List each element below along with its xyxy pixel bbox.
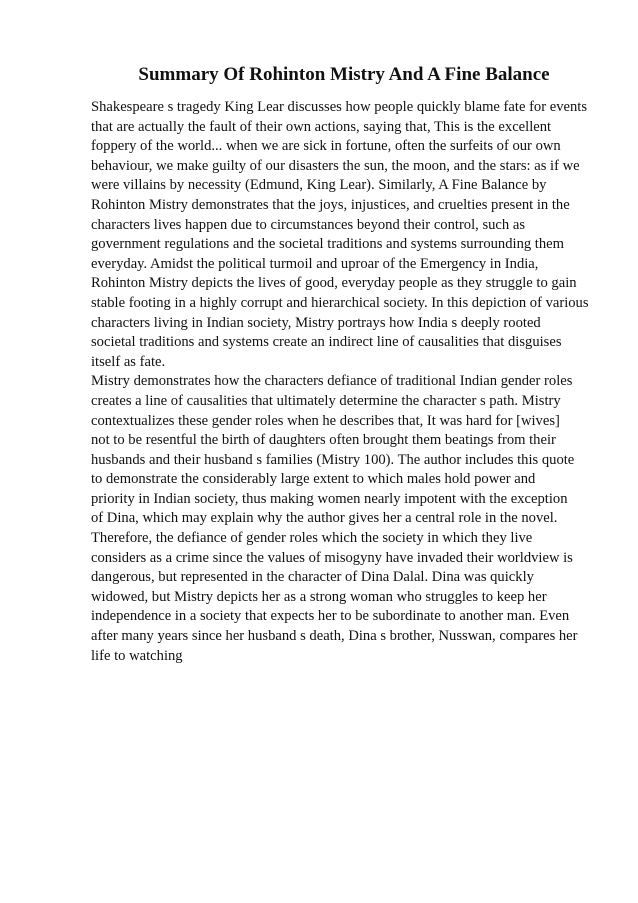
text-line: Mistry demonstrates how the characters defiance of traditional Indian gender roles [91,373,573,390]
text-line: considers as a crime since the values of misogyny have invaded their worldview is [91,549,573,566]
text-line: independence in a society that expects her to be subordinate to another man. Even [91,608,570,625]
text-line: Shakespeare s tragedy King Lear discusses how people quickly blame fate for events [91,99,588,115]
text-line: Rohinton Mistry depicts the lives of good, everyday people as they struggle to gain [91,275,577,292]
body-text [91,98,611,666]
text-line: stable footing in a highly corrupt and hierarchical society. In this depiction of various [91,294,589,311]
text-line: to demonstrate the considerably large extent to which males hold power and [91,471,536,488]
page-title: Summary Of Rohinton Mistry And A Fine Balance [138,64,550,85]
text-line: were villains by necessity (Edmund, King Lear). Similarly, A Fine Balance by [91,177,547,194]
text-line: societal traditions and systems create an indirect line of causalities that disguises [91,334,562,351]
text-line: after many years since her husband s death, Dina s brother, Nusswan, compares her [91,628,578,645]
text-line: dangerous, but represented in the character of Dina Dalal. Dina was quickly [91,569,534,586]
text-line: widowed, but Mistry depicts her as a strong woman who struggles to keep her [91,588,547,605]
text-line: itself as fate. [91,353,166,370]
text-line: contextualizes these gender roles when he describes that, It was hard for [wives] [91,412,560,429]
text-line: government regulations and the societal traditions and systems surrounding them [91,236,564,253]
text-line: not to be resentful the birth of daughters often brought them beatings from their [91,432,556,449]
text-line: of Dina, which may explain why the author gives her a central role in the novel. [91,510,558,527]
text-line: Rohinton Mistry demonstrates that the joys, injustices, and cruelties present in the [91,196,570,213]
text-line: Therefore, the defiance of gender roles which the society in which they live [91,530,533,547]
text-line: foppery of the world... when we are sick in fortune, often the surfeits of our own [91,138,561,155]
text-line: husbands and their husband s families (Mistry 100). The author includes this quote [91,451,575,468]
text-line: characters lives happen due to circumstances beyond their control, such as [91,216,526,233]
text-line: priority in Indian society, thus making women nearly impotent with the exception [91,490,568,507]
text-line: life to watching [91,647,183,664]
text-line: everyday. Amidst the political turmoil and uproar of the Emergency in India, [91,255,539,272]
text-line: characters living in Indian society, Mistry portrays how India s deeply rooted [91,314,541,331]
text-line: behaviour, we make guilty of our disasters the sun, the moon, and the stars: as if we [91,157,580,174]
text-line: that are actually the fault of their own actions, saying that, This is the excellent [91,118,552,135]
text-line: creates a line of causalities that ultimately determine the character s path. Mistry [91,392,561,409]
